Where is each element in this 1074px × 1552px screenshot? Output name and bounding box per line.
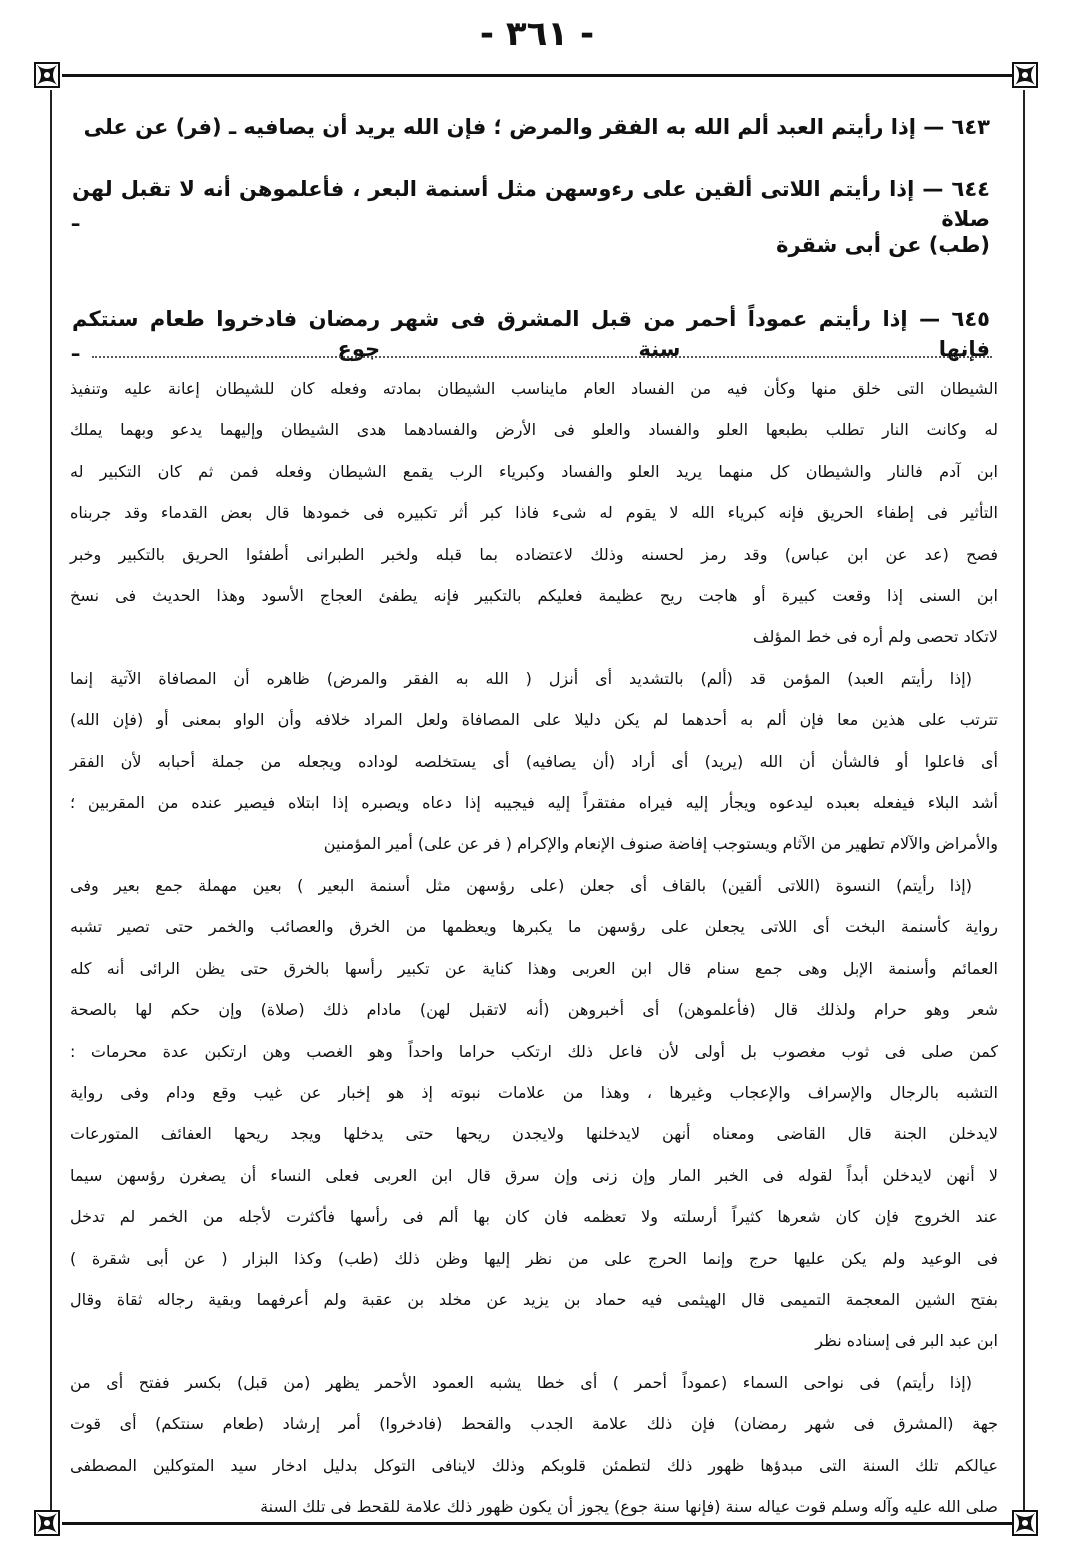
top-border-rule [62,74,1012,77]
commentary-line: والأمراض والآلام تطهير من الآثام ويستوجب إفاضة صنوف الإنعام والإكرام ( فر عن على) أمير المؤمنين [323,834,998,854]
commentary-line: الشيطان التى خلق منها وكأن فيه من الفساد العام مايناسب الشيطان بمادته وفعله كان للشيطان إعانة عليه وتنفيذ [70,379,998,398]
commentary-line: ابن عبد البر فى إسناده نظر [815,1331,998,1351]
commentary-line: رواية كأسنمة البخت أى اللاتى يجعلن على رؤسهن ما يكبرها ويعظمها من الخرق والعصائب والخمر حتى تصير تشبه [70,917,998,937]
commentary-line: تترتب على هذين معا فإن ألم به أحدهما لم يكن دليلا على المصافاة ولعل المراد خلافه وأن الواو بمعنى أو (فإن الله) [70,710,998,730]
commentary-line: كمن صلى فى ثوب مغصوب بل أولى لأن فاعل ذلك ارتكب حراما واحداً وهو الغصب وهن ارتكبن عدة محرمات : [70,1041,998,1061]
commentary-line: (إذا رأيتم العبد) المؤمن قد (ألم) بالتشديد أى أنزل ( الله به الفقر والمرض) ظاهره أن المصافاة الآتية إنما [70,668,972,688]
hadith-644-continuation: (طب) عن أبى شقرة [776,233,990,257]
commentary-line: ابن السنى إذا وقعت كبيرة أو هاجت ريح عظيمة فعليكم بالتكبير فإنه يطفئ العجاج الأسود وهذا الحديث فى نسخ [70,586,998,606]
hadith-643: ٦٤٣ — إذا رأيتم العبد ألم الله به الفقر والمرض ؛ فإن الله يريد أن يصافيه ـ (فر) عن على [83,115,990,139]
separator-dotted-line [92,356,992,358]
commentary-line: (إذا رأيتم) النسوة (اللاتى ألقين) بالقاف أى جعلن (على رؤسهن مثل أسنمة البعير ) بعين مهملة جمع بعير وفى [70,875,972,895]
commentary-line: بفتح الشين المعجمة التميمى قال الهيثمى فيه حماد بن يزيد عن مخلد بن عقبة ولم أعرفهما وبقية رجاله ثقاة وقال [70,1289,998,1309]
commentary-line: أى فاعلوا أو فالشأن أن الله (يريد) أى أراد (أن يصافيه) أى يستخلصه لوداده ويجعله من جملة أحبابه لأن الفقر [70,751,998,771]
commentary-line: فصح (عد عن ابن عباس) وقد رمز لحسنه وذلك لاعتضاده بما قبله ولخبر الطبرانى أطفئوا الحريق بالتكبير وخبر [70,544,998,564]
commentary-line: صلى الله عليه وآله وسلم قوت عياله سنة (فإنها سنة جوع) يجوز أن يكون ظهور ذلك علامة للقحط فى تلك السنة [260,1496,998,1516]
corner-ornament-icon [1012,1510,1038,1536]
hadith-644: ٦٤٤ — إذا رأيتم اللاتى ألقين على رءوسهن مثل أسنمة البعر ، فأعلموهن أنه لا تقبل لهن صلاة ـ [72,177,990,231]
commentary-line: شعر وهو حرام ولذلك قال (فأعلموهن) أى أخبروهن (أنه لاتقبل لهن) مادام ذلك (صلاة) وإن حكم لها بالصحة [70,1000,998,1020]
commentary-line: أشد البلاء فيفعله بعبده ليدعوه ويجأر إليه فيراه مفتقراً إليه فيجيبه إذا دعاه ويصبره إذا ابتلاه فيصير عنده من المقربين ؛ [70,793,998,813]
commentary-line: التأثير فى إطفاء الحريق فإنه كبرياء الله لا يقوم له شىء فاذا كبر أثر تكبيره فى خمودها قال بعض القدماء وقد جربناه [70,503,998,523]
commentary-line: عند الخروج فإن كان شعرها كثيراً أرسلته ولا تعظمه فان كان بها ألم فى رأسها فأكثرت لأجله من الخمر لم تدخل [70,1207,998,1227]
left-border-rule [50,90,52,1510]
page-number: - ٣٦١ - [479,14,595,54]
hadith-645: ٦٤٥ — إذا رأيتم عموداً أحمر من قبل المشرق فى شهر رمضان فادخروا طعام سنتكم فإنها سنة جوع ـ [72,307,990,361]
right-border-rule [1023,90,1025,1510]
commentary-line: فى الوعيد ولم يكن عليها حرج وإنما الحرج على من نظر إليها وظن ذلك (طب) وكذا البزار ( عن أبى شقرة ) [70,1248,998,1268]
commentary-line: جهة (المشرق فى شهر رمضان) فإن ذلك علامة الجدب والقحط (فادخروا) أمر إرشاد (طعام سنتكم) أى قوت [70,1414,998,1434]
commentary-line: التشبه بالرجال والإسراف والإعجاب وغيرها ، وهذا من علامات نبوته إذ هو إخبار عن غيب وقع ودام وفى رواية [70,1082,998,1102]
commentary-line: (إذا رأيتم) فى نواحى السماء (عموداً أحمر ) أى خطا يشبه العمود الأحمر يظهر (من قبل) بكسر ففتح أى من [70,1372,972,1392]
commentary-line: العمائم وأسنمة الإبل وهى جمع سنام قال ابن العربى وهذا كناية عن تكبير رأسها بالخرق حتى يظن الرائى أنه كله [70,958,998,978]
commentary-line: لايدخلن الجنة قال القاضى ومعناه أنهن لايدخلنها ولايجدن ريحها حتى يدخلها ويجد ريحها العفائف المتورعات [70,1124,998,1144]
commentary-line: عيالكم تلك السنة التى مبدؤها ظهور ذلك لتطمئن قلوبكم وذلك لاينافى التوكل بدليل ادخار سيد المتوكلين المصطفى [70,1455,998,1475]
corner-ornament-icon [34,62,60,88]
commentary-line: له وكانت النار تطلب بطبعها العلو والفساد والعلو فى الأرض والفسادهما هدى الشيطان وإليهما يدعو وبهما يملك [70,420,998,440]
commentary-body [70,368,998,1527]
commentary-line: لا أنهن لايدخلن أبداً لقوله فى الخبر المار وإن زنى وإن سرق قال ابن العربى فعلى النساء أن يصغرن رؤسهن سيما [70,1165,998,1185]
corner-ornament-icon [34,1510,60,1536]
commentary-line: ابن آدم فالنار والشيطان كل منهما يريد العلو والفساد وكبرياء الرب يقمع الشيطان وفعله فمن ثم كان التكبير له [70,461,998,481]
corner-ornament-icon [1012,62,1038,88]
commentary-line: لاتكاد تحصى ولم أره فى خط المؤلف [752,627,998,647]
